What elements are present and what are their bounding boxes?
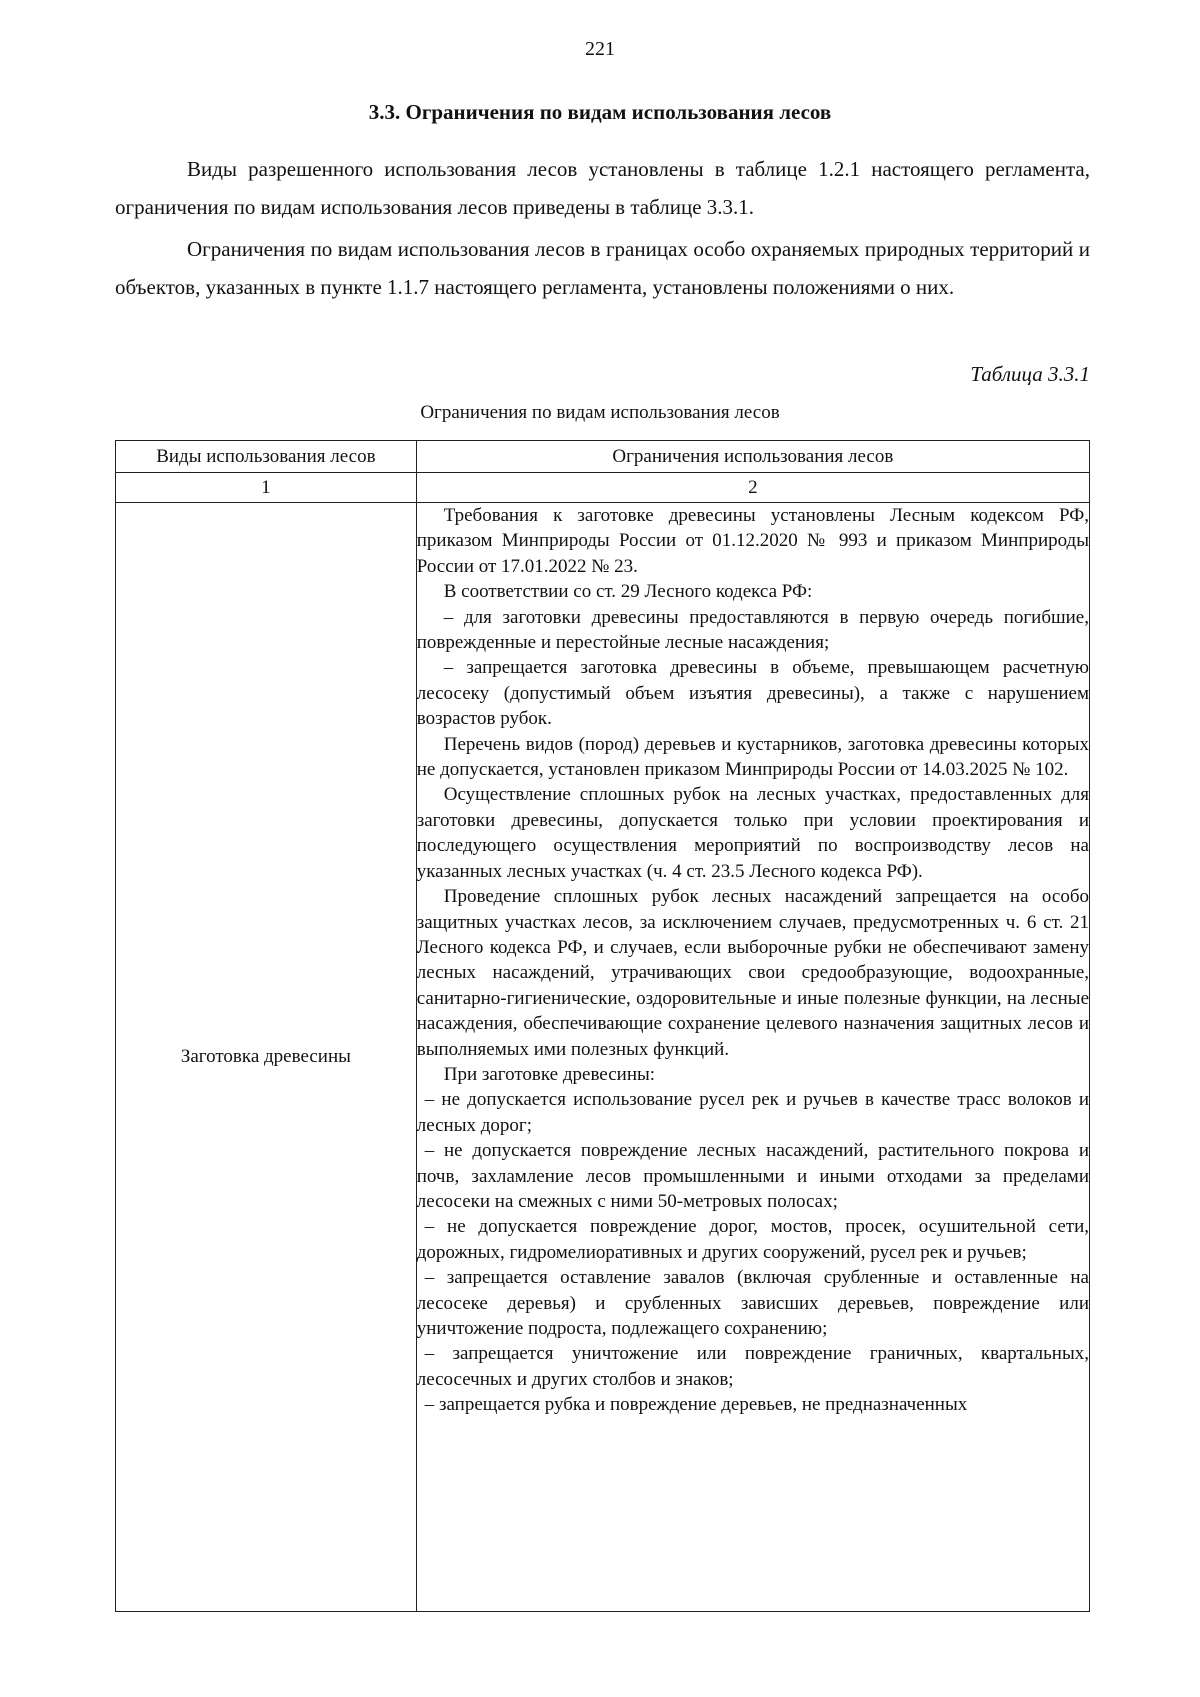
restriction-text: Осуществление сплошных рубок на лесных участках, предоставленных для заготовки древесины, допускается только при условии проектирования и последующего осуществления мероприятий по воспроизводству лесов на указанных лесных участках (ч. 4 ст. 23.5 Лесного кодекса РФ). [416,784,1089,882]
table-number: Таблица 3.3.1 [970,362,1090,386]
header-usage-kind: Виды использования лесов [116,441,417,473]
table-header-row [116,441,1090,473]
table-column-number-row [116,473,1090,503]
intro-paragraph-2: Ограничения по видам использования лесов в границах особо охраняемых природных территорий и объектов, указанных в пункте 1.1.7 настоящего регламента, установлены положениями о них. [115,237,1090,299]
restriction-list-item: – не допускается повреждение лесных насаждений, растительного покрова и почв, захламление лесов промышленными и иными отходами за пределами лесосеки на смежных с ними 50-метровых полосах; [416,1140,1089,1212]
restrictions-cell [416,503,1089,1612]
restriction-text: Проведение сплошных рубок лесных насаждений запрещается на особо защитных участках лесов, за исключением случаев, предусмотренных ч. 6 ст. 21 Лесного кодекса РФ, и случаев, если выборочные рубки не обеспечивают замену лесных насаждений, утрачивающих свои средообразующие, водоохранные, санитарно-гигиенические, оздоровительные и иные полезные функции, на лесные насаждения, обеспечивающие сохранение целевого назначения защитных лесов и выполняемых ими полезных функций. [416,886,1089,1060]
restriction-text: При заготовке древесины: [443,1063,656,1085]
restriction-list-item: – запрещается оставление завалов (включая срубленные и оставленные на лесосеке деревья) и срубленных зависших деревьев, повреждение или уничтожение подроста, подлежащего сохранению; [416,1267,1089,1339]
restriction-text: Перечень видов (пород) деревьев и кустарников, заготовка древесины которых не допускается, установлен приказом Минприроды России от 14.03.2025 № 102. [416,733,1089,781]
column-number-1: 1 [116,473,417,503]
usage-kind-cell: Заготовка древесины [116,503,417,1612]
table-row [116,503,1090,1612]
restriction-text: Требования к заготовке древесины установлены Лесным кодексом РФ, приказом Минприроды России от 01.12.2020 № 993 и приказом Минприроды России от 17.01.2022 № 23. [416,505,1089,577]
page-number: 221 [585,38,615,60]
restriction-list-item: – для заготовки древесины предоставляются в первую очередь погибшие, поврежденные и перестойные лесные насаждения; [416,606,1089,654]
restrictions-table [115,440,1090,1612]
header-restrictions: Ограничения использования лесов [416,441,1089,473]
column-number-2: 2 [416,473,1089,503]
intro-paragraph-1: Виды разрешенного использования лесов установлены в таблице 1.2.1 настоящего регламента, ограничения по видам использования лесов приведены в таблице 3.3.1. [115,157,1090,219]
restriction-list-item: – запрещается рубка и повреждение деревьев, не предназначенных [424,1394,968,1416]
section-title: 3.3. Ограничения по видам использования лесов [368,100,832,124]
restriction-list-item: – не допускается повреждение дорог, мостов, просек, осушительной сети, дорожных, гидромелиоративных и других сооружений, русел рек и ручьев; [416,1216,1089,1263]
restriction-text: В соответствии со ст. 29 Лесного кодекса РФ: [443,581,813,603]
restriction-list-item: – запрещается уничтожение или повреждение граничных, квартальных, лесосечных и других столбов и знаков; [416,1343,1089,1390]
restriction-list-item: – запрещается заготовка древесины в объеме, превышающем расчетную лесосеку (допустимый объем изъятия древесины), а также с нарушением возрастов рубок. [416,657,1089,730]
restriction-list-item: – не допускается использование русел рек и ручьев в качестве трасс волоков и лесных дорог; [416,1089,1089,1136]
table-caption: Ограничения по видам использования лесов [420,402,780,423]
